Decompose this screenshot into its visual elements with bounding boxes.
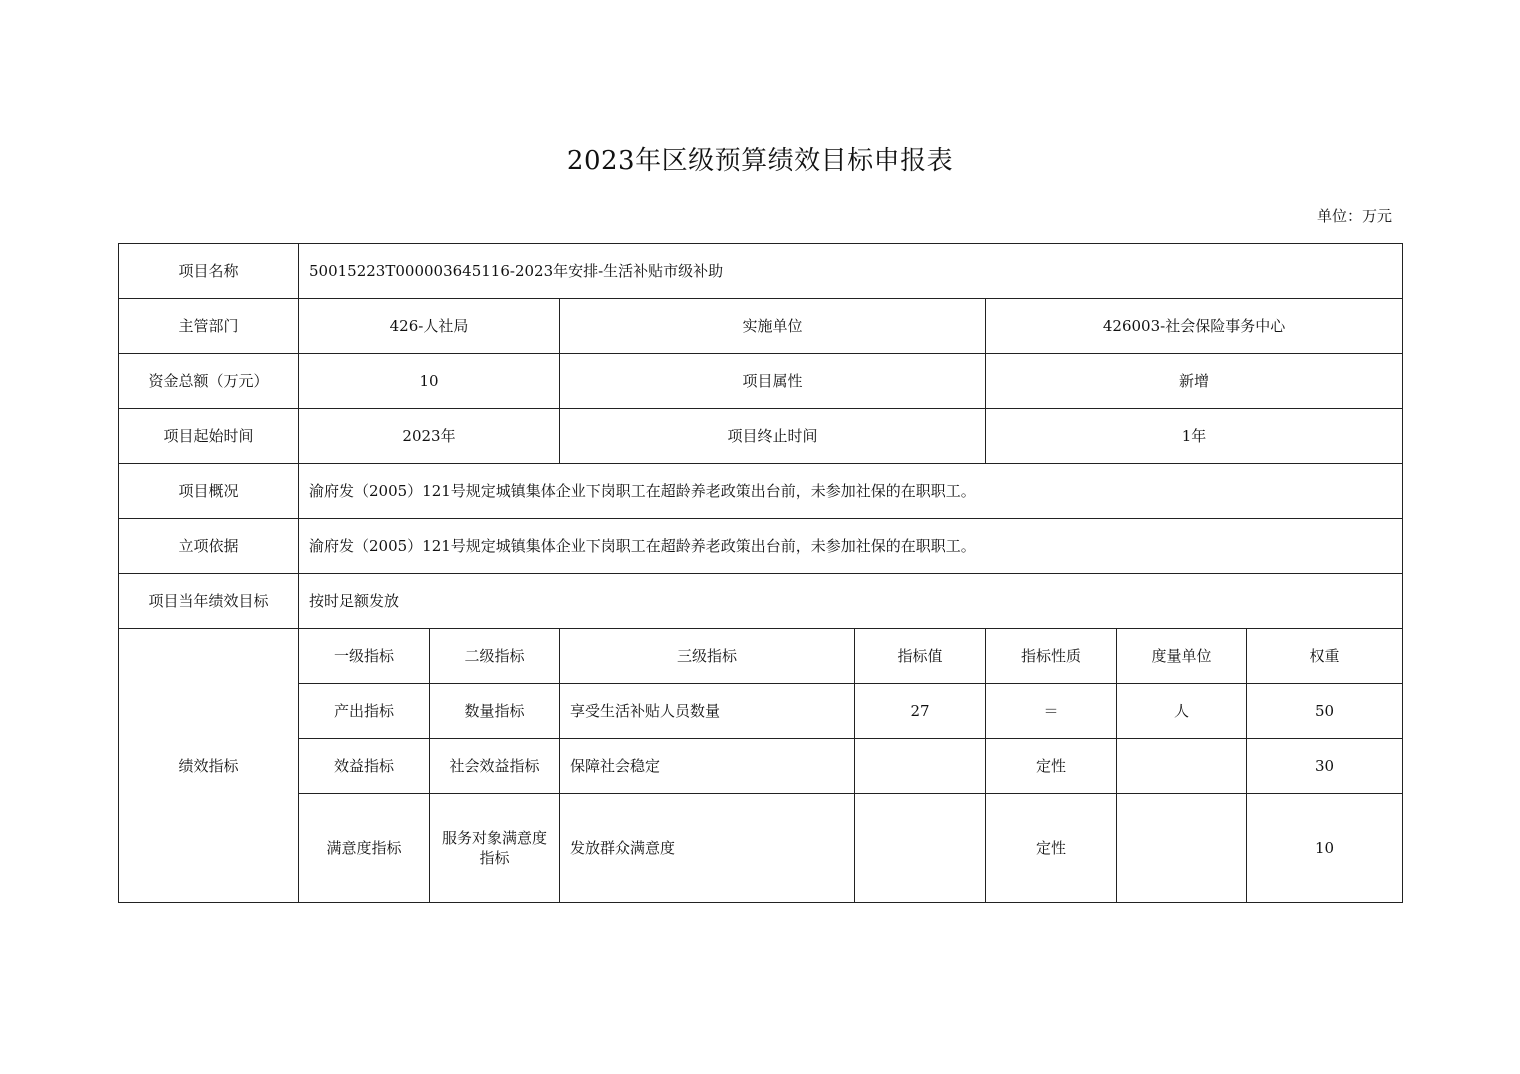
level1-cell: 满意度指标 [299,794,430,903]
unit-cell: 人 [1117,684,1247,739]
project-name-label: 项目名称 [119,244,299,299]
level3-cell: 发放群众满意度 [560,794,855,903]
level1-cell: 产出指标 [299,684,430,739]
project-attribute-label: 项目属性 [560,354,986,409]
header-level1: 一级指标 [299,629,430,684]
level2-cell: 社会效益指标 [430,739,560,794]
implementing-unit-label: 实施单位 [560,299,986,354]
level3-cell: 保障社会稳定 [560,739,855,794]
project-attribute-value: 新增 [986,354,1403,409]
header-level2: 二级指标 [430,629,560,684]
fund-total-label: 资金总额（万元） [119,354,299,409]
project-name-value: 50015223T000003645116-2023年安排-生活补贴市级补助 [299,244,1403,299]
end-time-label: 项目终止时间 [560,409,986,464]
implementing-unit-value: 426003-社会保险事务中心 [986,299,1403,354]
indicator-row [119,739,1403,794]
basis-label: 立项依据 [119,519,299,574]
level3-cell: 享受生活补贴人员数量 [560,684,855,739]
goal-label: 项目当年绩效目标 [119,574,299,629]
indicator-header-row [119,629,1403,684]
weight-cell: 10 [1247,794,1403,903]
row-time [119,409,1403,464]
row-overview [119,464,1403,519]
header-nature: 指标性质 [986,629,1117,684]
page-title: 2023年区级预算绩效目标申报表 [566,146,954,176]
fund-total-value: 10 [299,354,560,409]
unit-cell [1117,739,1247,794]
header-level3: 三级指标 [560,629,855,684]
indicator-row [119,794,1403,903]
unit-label: 单位：万元 [1316,207,1392,225]
level1-cell: 效益指标 [299,739,430,794]
indicator-row [119,684,1403,739]
indicators-section-label: 绩效指标 [119,629,299,903]
header-value: 指标值 [855,629,986,684]
row-project-name [119,244,1403,299]
weight-cell: 30 [1247,739,1403,794]
nature-cell: 定性 [986,794,1117,903]
start-time-value: 2023年 [299,409,560,464]
unit-cell [1117,794,1247,903]
nature-cell: ＝ [986,684,1117,739]
value-cell [855,739,986,794]
start-time-label: 项目起始时间 [119,409,299,464]
end-time-value: 1年 [986,409,1403,464]
goal-value: 按时足额发放 [299,574,1403,629]
basis-value: 渝府发（2005）121号规定城镇集体企业下岗职工在超龄养老政策出台前，未参加社保的在职职工。 [299,519,1403,574]
header-weight: 权重 [1247,629,1403,684]
row-goal [119,574,1403,629]
row-department [119,299,1403,354]
budget-performance-table [118,243,1403,903]
weight-cell: 50 [1247,684,1403,739]
value-cell [855,794,986,903]
header-unit: 度量单位 [1117,629,1247,684]
row-basis [119,519,1403,574]
overview-label: 项目概况 [119,464,299,519]
department-value: 426-人社局 [299,299,560,354]
department-label: 主管部门 [119,299,299,354]
level2-cell: 数量指标 [430,684,560,739]
nature-cell: 定性 [986,739,1117,794]
row-fund [119,354,1403,409]
value-cell: 27 [855,684,986,739]
overview-value: 渝府发（2005）121号规定城镇集体企业下岗职工在超龄养老政策出台前，未参加社保的在职职工。 [299,464,1403,519]
level2-cell: 服务对象满意度指标 [430,794,560,903]
